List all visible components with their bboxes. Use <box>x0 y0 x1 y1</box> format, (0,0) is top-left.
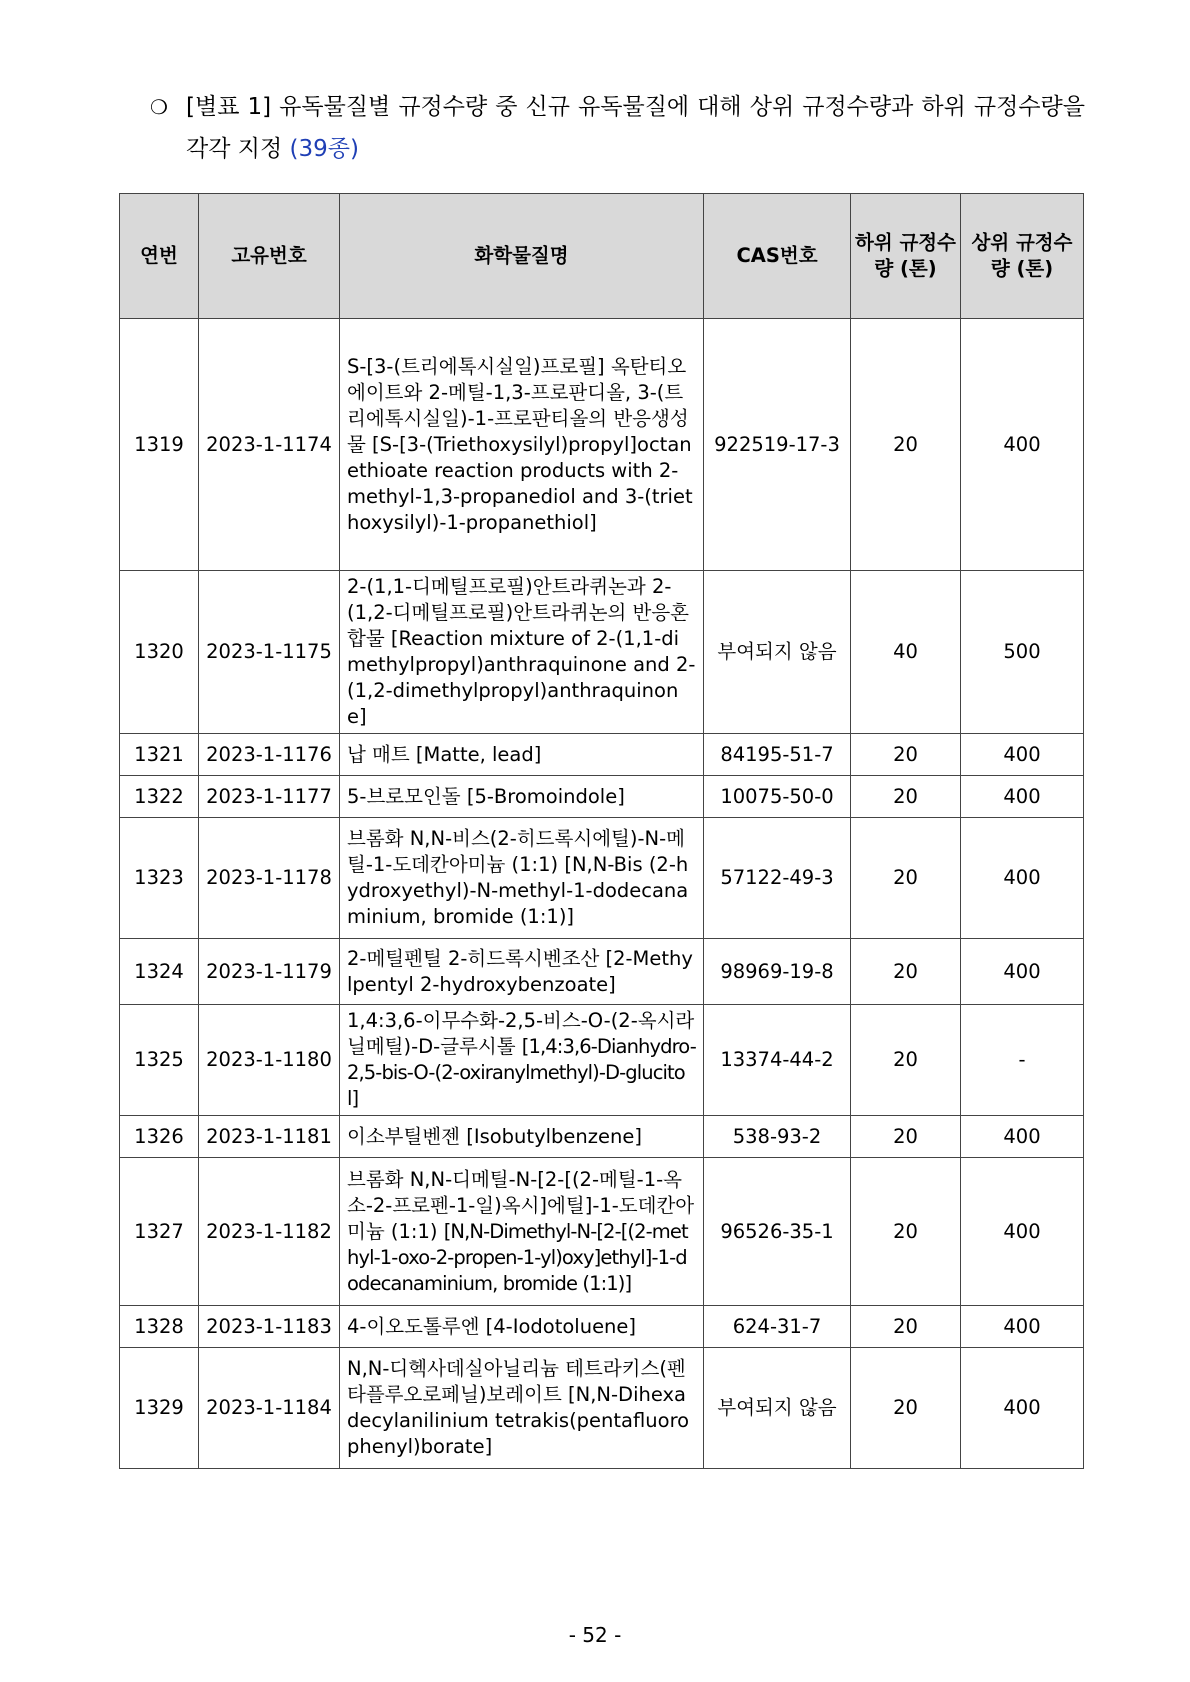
lower-quantity-cell: 20 <box>851 776 961 818</box>
upper-quantity-cell: 400 <box>961 818 1084 939</box>
chemical-name-korean: 2-(1,1-디메틸프로필)안트라퀴논과 2-(1,2-디메틸프로필)안트라퀴논의 반응혼합물 <box>347 575 690 650</box>
regulated-quantity-table <box>119 193 1084 1469</box>
chemical-name-korean: N,N-디헥사데실아닐리늄 테트라키스(펜타플루오로페닐)보레이트 <box>347 1357 686 1406</box>
chemical-name-cell <box>340 319 704 571</box>
serial-cell: 1320 <box>120 571 199 734</box>
heading-text: [별표 1] 유독물질별 규정수량 중 신규 유독물질에 대해 상위 규정수량과 하위 규정수량을 각각 지정 <box>186 94 1085 162</box>
unique-number-cell: 2023-1-1181 <box>199 1116 340 1158</box>
unique-number-cell: 2023-1-1175 <box>199 571 340 734</box>
cas-number-cell: 부여되지 않음 <box>704 571 851 734</box>
cas-number-cell: 96526-35-1 <box>704 1158 851 1306</box>
cas-number-cell: 부여되지 않음 <box>704 1348 851 1469</box>
table-row <box>120 1116 1084 1158</box>
cas-number-cell: 84195-51-7 <box>704 734 851 776</box>
unique-number-cell: 2023-1-1180 <box>199 1005 340 1116</box>
chemical-name-korean: 4-이오도톨루엔 <box>347 1314 480 1338</box>
header-lower-quantity: 하위 규정수량 (톤) <box>851 194 961 319</box>
unique-number-cell: 2023-1-1184 <box>199 1348 340 1469</box>
serial-cell: 1322 <box>120 776 199 818</box>
cas-number-cell: 624-31-7 <box>704 1306 851 1348</box>
upper-quantity-cell: - <box>961 1005 1084 1116</box>
chemical-name-cell <box>340 939 704 1005</box>
chemical-name-cell <box>340 818 704 939</box>
upper-quantity-cell: 400 <box>961 1348 1084 1469</box>
cas-number-cell: 13374-44-2 <box>704 1005 851 1116</box>
chemical-name-english: [Matte, lead] <box>415 742 542 766</box>
chemical-name-cell <box>340 776 704 818</box>
table-row <box>120 571 1084 734</box>
serial-cell: 1326 <box>120 1116 199 1158</box>
header-cas-number: CAS번호 <box>704 194 851 319</box>
serial-cell: 1323 <box>120 818 199 939</box>
header-serial: 연번 <box>120 194 199 319</box>
serial-cell: 1325 <box>120 1005 199 1116</box>
lower-quantity-cell: 20 <box>851 1348 961 1469</box>
table-row <box>120 319 1084 571</box>
chemical-name-english: [N,N-Dimethyl-N-[2-[(2-methyl-1-oxo-2-propen-1-yl)oxy]ethyl]-1-dodecanaminium, bromide (1:1)] <box>347 1219 688 1295</box>
upper-quantity-cell: 500 <box>961 571 1084 734</box>
unique-number-cell: 2023-1-1174 <box>199 319 340 571</box>
chemical-name-english: [2-Methylpentyl 2-hydroxybenzoate] <box>347 946 693 996</box>
chemical-name-cell <box>340 1005 704 1116</box>
header-unique-number: 고유번호 <box>199 194 340 319</box>
upper-quantity-cell: 400 <box>961 1306 1084 1348</box>
lower-quantity-cell: 20 <box>851 1306 961 1348</box>
upper-quantity-cell: 400 <box>961 1116 1084 1158</box>
table-row <box>120 939 1084 1005</box>
lower-quantity-cell: 40 <box>851 571 961 734</box>
chemical-name-korean: 1,4:3,6-이무수화-2,5-비스-O-(2-옥시라닐메틸)-D-글루시톨 <box>347 1009 695 1058</box>
chemical-name-korean: 납 매트 <box>347 742 410 766</box>
serial-cell: 1319 <box>120 319 199 571</box>
upper-quantity-cell: 400 <box>961 319 1084 571</box>
unique-number-cell: 2023-1-1183 <box>199 1306 340 1348</box>
table-row <box>120 776 1084 818</box>
table-row <box>120 1306 1084 1348</box>
heading-text-wrap <box>150 86 1085 170</box>
chemical-name-english: [Reaction mixture of 2-(1,1-dimethylpropyl)anthraquinone and 2-(1,2-dimethylpropyl)anthraquinone] <box>347 627 696 728</box>
bullet-circle-icon: ❍ <box>150 95 168 119</box>
lower-quantity-cell: 20 <box>851 319 961 571</box>
chemical-name-korean: 2-메틸펜틸 2-히드록시벤조산 <box>347 946 600 970</box>
section-heading <box>150 86 1085 170</box>
serial-cell: 1328 <box>120 1306 199 1348</box>
chemical-name-cell <box>340 1158 704 1306</box>
lower-quantity-cell: 20 <box>851 1005 961 1116</box>
table-row <box>120 1158 1084 1306</box>
upper-quantity-cell: 400 <box>961 939 1084 1005</box>
cas-number-cell: 922519-17-3 <box>704 319 851 571</box>
table-header-row <box>120 194 1084 319</box>
heading-count: (39종) <box>289 136 359 162</box>
unique-number-cell: 2023-1-1177 <box>199 776 340 818</box>
cas-number-cell: 98969-19-8 <box>704 939 851 1005</box>
unique-number-cell: 2023-1-1176 <box>199 734 340 776</box>
chemical-name-cell <box>340 1116 704 1158</box>
chemical-name-english: [N,N-Bis (2-hydroxyethyl)-N-methyl-1-dodecanaminium, bromide (1:1)] <box>347 853 689 928</box>
lower-quantity-cell: 20 <box>851 1158 961 1306</box>
unique-number-cell: 2023-1-1179 <box>199 939 340 1005</box>
table-row <box>120 818 1084 939</box>
upper-quantity-cell: 400 <box>961 1158 1084 1306</box>
header-upper-quantity: 상위 규정수량 (톤) <box>961 194 1084 319</box>
serial-cell: 1327 <box>120 1158 199 1306</box>
cas-number-cell: 57122-49-3 <box>704 818 851 939</box>
table-row <box>120 1348 1084 1469</box>
chemical-name-korean: 브롬화 N,N-디메틸-N-[2-[(2-메틸-1-옥소-2-프로펜-1-일)옥시]에틸]-1-도데칸아미늄 (1:1) <box>347 1167 695 1243</box>
chemical-name-korean: S-[3-(트리에톡시실일)프로필] 옥탄티오에이트와 2-메틸-1,3-프로판디올, 3-(트리에톡시실일)-1-프로판티올의 반응생성물 <box>347 354 689 456</box>
chemical-name-korean: 브롬화 N,N-비스(2-히드록시에틸)-N-메틸-1-도데칸아미늄 (1:1) <box>347 827 685 876</box>
page-number: - 52 - <box>568 1623 622 1647</box>
chemical-name-english: [Isobutylbenzene] <box>466 1124 642 1148</box>
lower-quantity-cell: 20 <box>851 818 961 939</box>
chemical-name-cell <box>340 1306 704 1348</box>
unique-number-cell: 2023-1-1178 <box>199 818 340 939</box>
cas-number-cell: 538-93-2 <box>704 1116 851 1158</box>
chemical-name-english: [N,N-Dihexadecylanilinium tetrakis(pentafluorophenyl)borate] <box>347 1383 690 1458</box>
chemical-name-english: [5-Bromoindole] <box>466 784 625 808</box>
table-row <box>120 734 1084 776</box>
chemical-name-english: [1,4:3,6-Dianhydro-2,5-bis-O-(2-oxiranylmethyl)-D-glucitol] <box>347 1035 696 1110</box>
chemical-name-korean: 이소부틸벤젠 <box>347 1124 461 1148</box>
upper-quantity-cell: 400 <box>961 776 1084 818</box>
unique-number-cell: 2023-1-1182 <box>199 1158 340 1306</box>
serial-cell: 1324 <box>120 939 199 1005</box>
lower-quantity-cell: 20 <box>851 939 961 1005</box>
cas-number-cell: 10075-50-0 <box>704 776 851 818</box>
upper-quantity-cell: 400 <box>961 734 1084 776</box>
chemical-name-korean: 5-브로모인돌 <box>347 784 461 808</box>
chemical-name-english: [4-Iodotoluene] <box>485 1314 637 1338</box>
chemical-name-english: [S-[3-(Triethoxysilyl)propyl]octanethioate reaction products with 2-methyl-1,3-propanediol and 3-(triethoxysilyl)-1-propanethiol] <box>347 432 693 534</box>
chemical-name-cell <box>340 734 704 776</box>
chemical-name-cell <box>340 1348 704 1469</box>
serial-cell: 1321 <box>120 734 199 776</box>
table-row <box>120 1005 1084 1116</box>
chemical-name-cell <box>340 571 704 734</box>
serial-cell: 1329 <box>120 1348 199 1469</box>
lower-quantity-cell: 20 <box>851 734 961 776</box>
header-chemical-name: 화학물질명 <box>340 194 704 319</box>
lower-quantity-cell: 20 <box>851 1116 961 1158</box>
